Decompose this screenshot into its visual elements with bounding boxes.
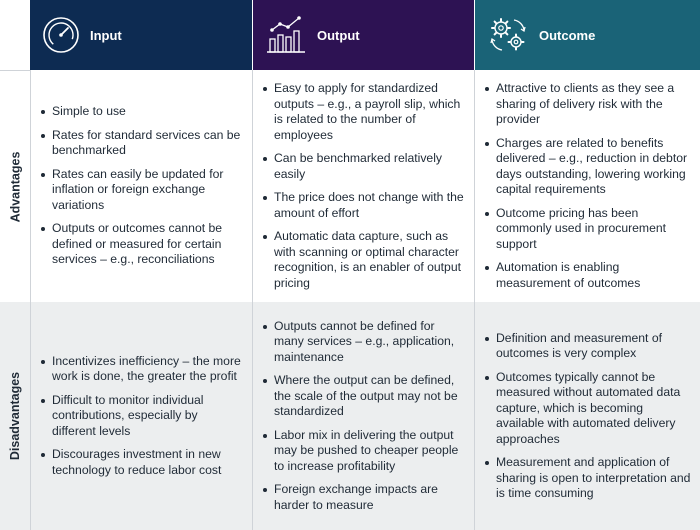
column-header-label: Output <box>317 27 360 43</box>
list-item: Labor mix in delivering the output may be pushed to cheaper people to increase profitability <box>261 428 466 475</box>
list-item: Difficult to monitor individual contributions, especially by different levels <box>39 393 244 440</box>
gears-cycle-icon <box>487 15 529 55</box>
speedometer-icon <box>42 16 80 54</box>
bullet-list <box>39 104 244 268</box>
list-item: Can be benchmarked relatively easily <box>261 151 466 182</box>
list-item: Easy to apply for standardized outputs – e.g., a payroll slip, which is related to the number of employees <box>261 81 466 143</box>
row-label-disadvantages <box>0 302 30 530</box>
bullet-list <box>483 81 692 291</box>
column-header-input <box>30 0 252 70</box>
cell-advantages-outcome <box>474 70 700 302</box>
list-item: Automatic data capture, such as with scanning or optimal character recognition, is an enabler of output pricing <box>261 229 466 291</box>
row-label-text: Disadvantages <box>8 371 23 461</box>
column-header-label: Outcome <box>539 27 596 43</box>
list-item: Outcome pricing has been commonly used in procurement support <box>483 206 692 253</box>
list-item: Measurement and application of sharing is open to interpretation and is time consuming <box>483 455 692 502</box>
bar-chart-trend-icon <box>265 15 307 55</box>
list-item: Where the output can be defined, the scale of the output may not be standardized <box>261 373 466 420</box>
list-item: The price does not change with the amount of effort <box>261 190 466 221</box>
list-item: Definition and measurement of outcomes is very complex <box>483 331 692 362</box>
column-header-label: Input <box>90 27 122 43</box>
list-item: Outputs or outcomes cannot be defined or measured for certain services – e.g., reconciliations <box>39 221 244 268</box>
list-item: Incentivizes inefficiency – the more work is done, the greater the profit <box>39 354 244 385</box>
bullet-list <box>39 354 244 479</box>
row-label-advantages <box>0 70 30 302</box>
list-item: Rates can easily be updated for inflation or foreign exchange variations <box>39 167 244 214</box>
cell-advantages-output <box>252 70 474 302</box>
bullet-list <box>261 81 466 291</box>
list-item: Simple to use <box>39 104 244 120</box>
list-item: Foreign exchange impacts are harder to measure <box>261 482 466 513</box>
column-header-outcome <box>475 0 700 70</box>
table-corner <box>0 0 30 70</box>
list-item: Charges are related to benefits delivered – e.g., reduction in debtor days outstanding, lowering working capital requirements <box>483 136 692 198</box>
bullet-list <box>483 331 692 502</box>
row-label-text: Advantages <box>8 151 23 222</box>
bullet-list <box>261 319 466 514</box>
column-header-output <box>253 0 474 70</box>
cell-disadvantages-outcome <box>474 302 700 530</box>
cell-disadvantages-output <box>252 302 474 530</box>
list-item: Automation is enabling measurement of outcomes <box>483 260 692 291</box>
list-item: Rates for standard services can be benchmarked <box>39 128 244 159</box>
cell-advantages-input <box>30 70 252 302</box>
list-item: Discourages investment in new technology to reduce labor cost <box>39 447 244 478</box>
cell-disadvantages-input <box>30 302 252 530</box>
list-item: Outcomes typically cannot be measured without automated data capture, which is becoming available with automated delivery approaches <box>483 370 692 448</box>
list-item: Attractive to clients as they see a sharing of delivery risk with the provider <box>483 81 692 128</box>
list-item: Outputs cannot be defined for many services – e.g., application, maintenance <box>261 319 466 366</box>
